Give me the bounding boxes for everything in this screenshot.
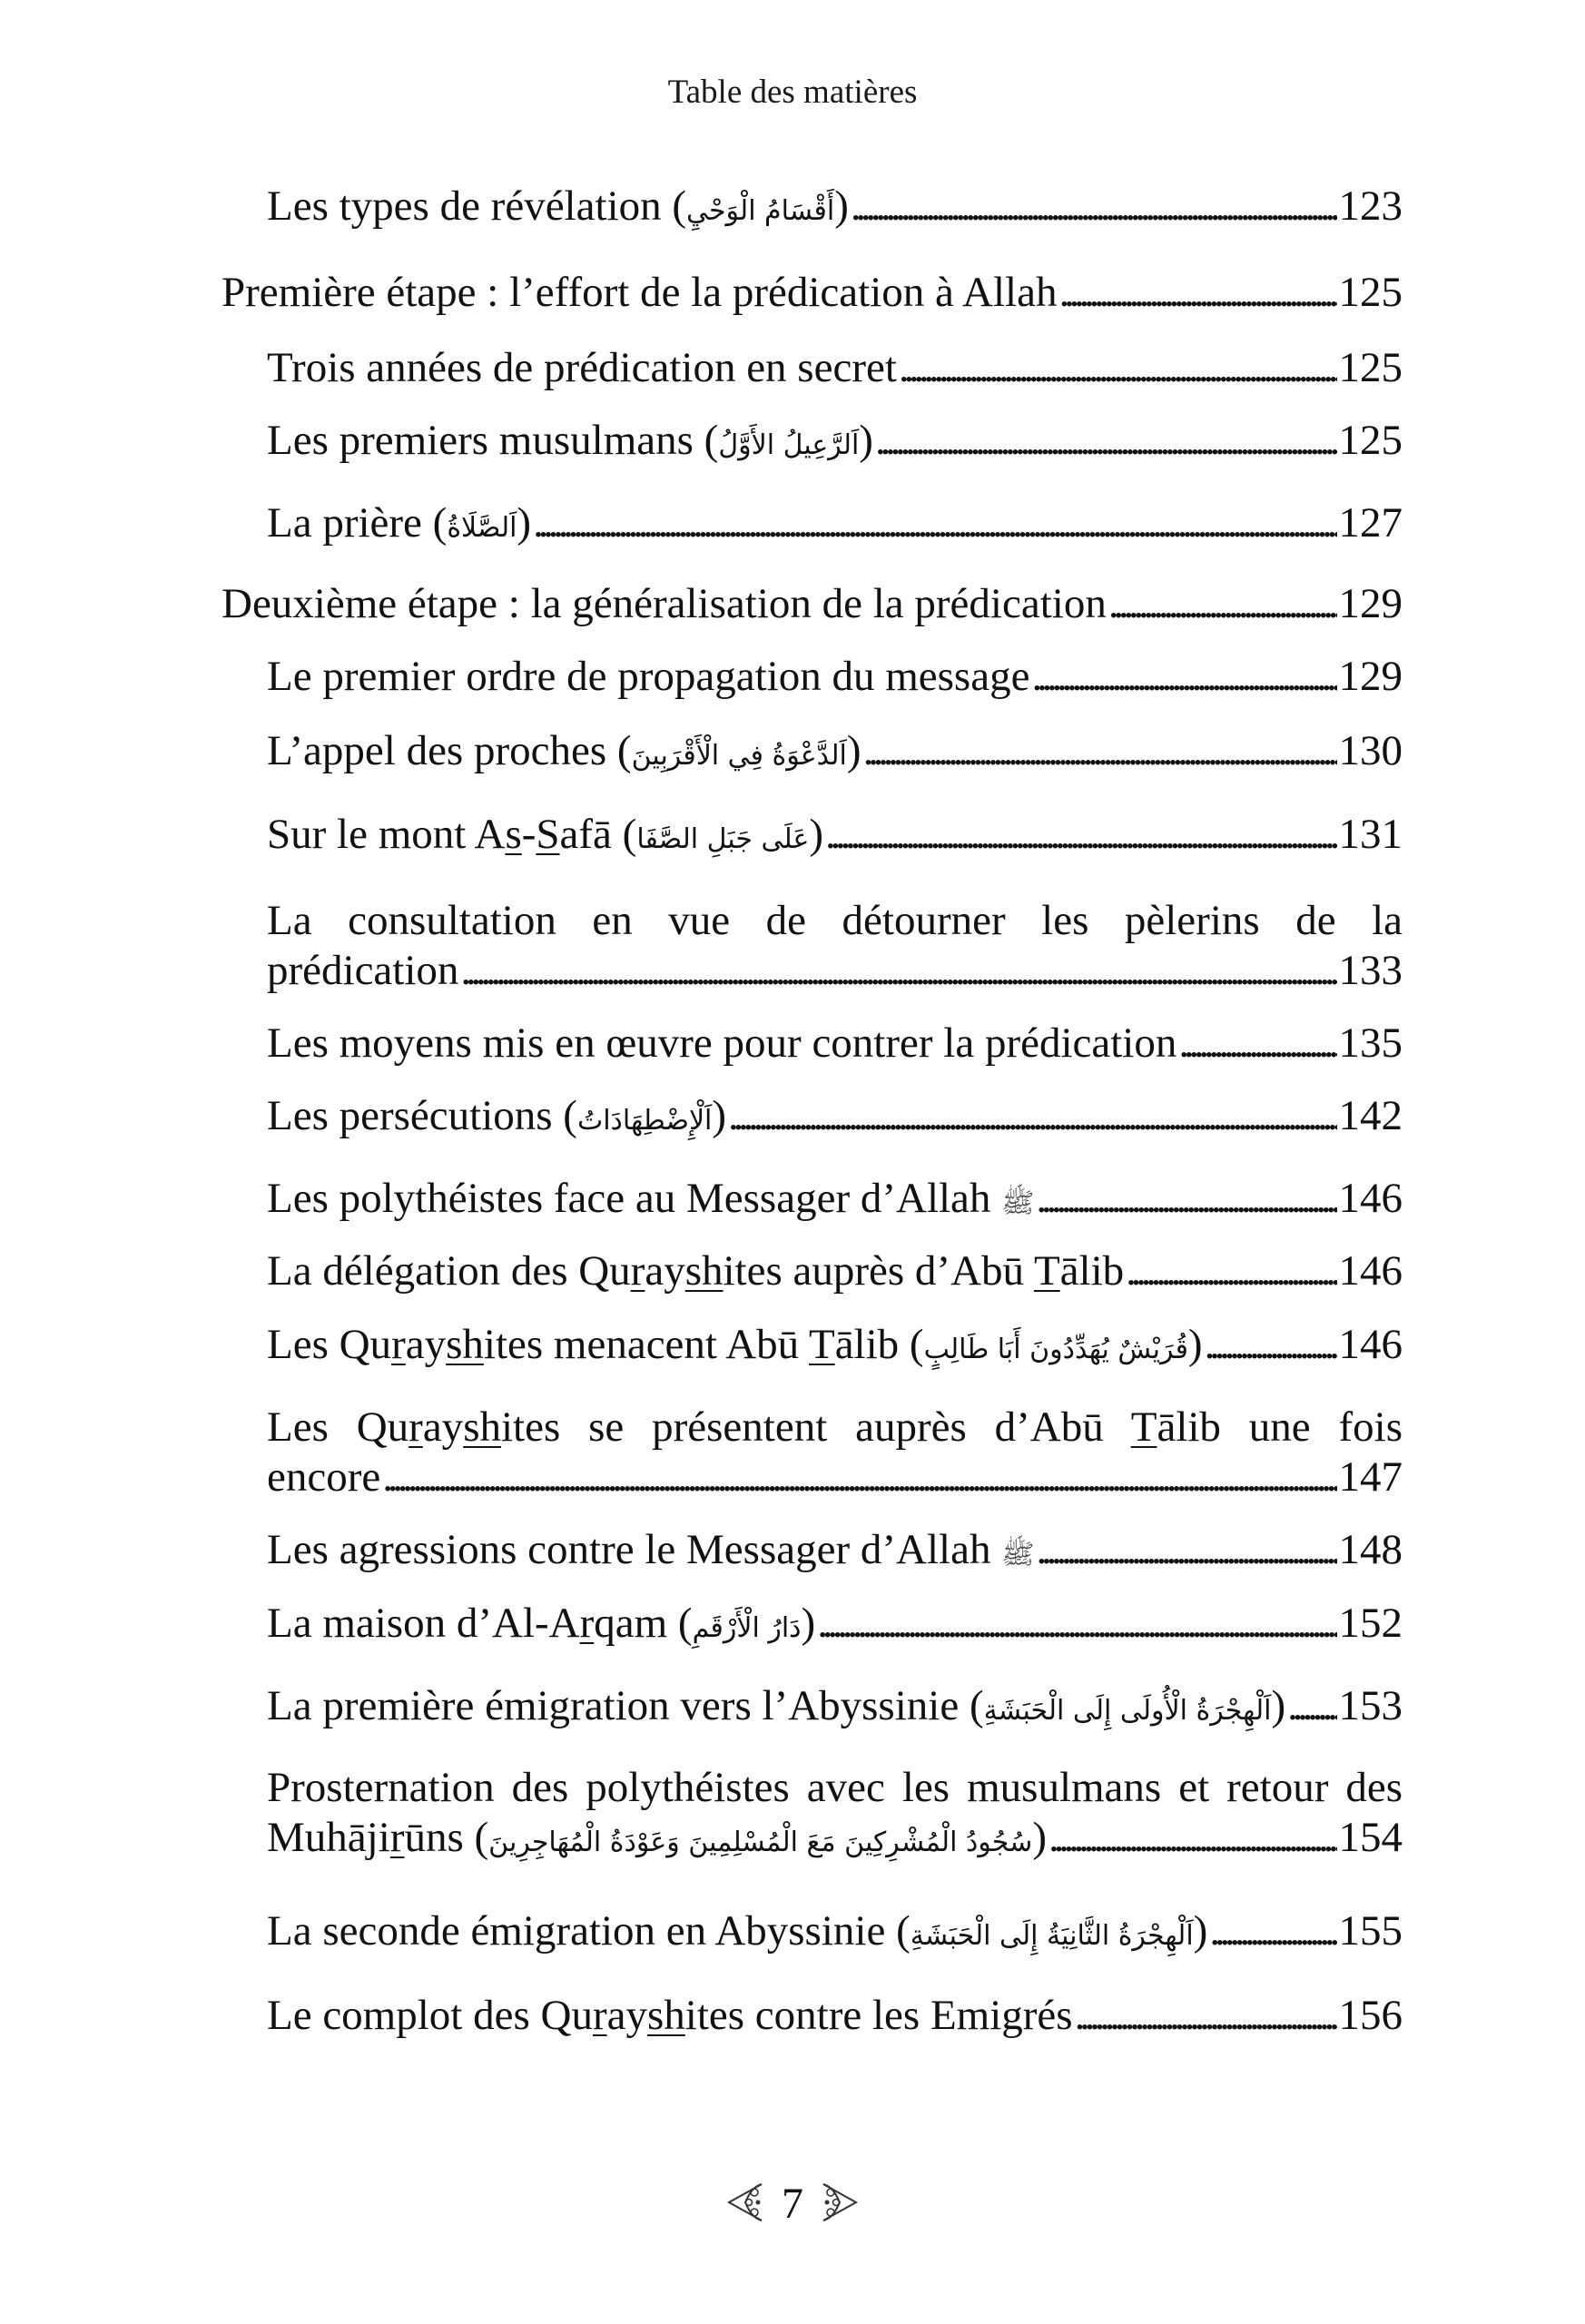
toc-page-number: 148 — [1338, 1526, 1403, 1573]
arabic-title: (سُجُودُ الْمُشْرِكِينَ مَعَ الْمُسْلِمِينَ وَعَوْدَةُ الْمُهَاجِرِينَ) — [474, 1814, 1047, 1861]
toc-page-number: 135 — [1338, 1019, 1403, 1067]
toc-entry-title: La délégation des Qurayshites auprès d’Abū Tālib — [267, 1247, 1125, 1295]
toc-entry[interactable] — [267, 652, 1403, 702]
toc-page-number: 129 — [1338, 653, 1403, 700]
dot-leader — [1036, 1525, 1336, 1575]
toc-entry-title: Les types de révélation (أَقْسَامُ الْوَحْيِ) — [267, 182, 849, 230]
toc-entry-title-line2: Muhājirūns (سُجُودُ الْمُشْرِكِينَ مَعَ الْمُسْلِمِينَ وَعَوْدَةُ الْمُهَاجِرِينَ) — [267, 1814, 1047, 1861]
page-footer — [0, 2177, 1585, 2231]
dot-leader — [875, 416, 1337, 466]
toc-entry[interactable] — [267, 726, 1403, 781]
ornament-right-icon — [820, 2181, 860, 2223]
toc-entry[interactable] — [267, 1599, 1403, 1653]
toc-page-number: 127 — [1338, 499, 1403, 547]
dot-leader — [460, 946, 1336, 996]
honorific-icon: ﷺ — [1001, 1539, 1035, 1571]
running-header: Table des matières — [667, 74, 918, 111]
toc-page-number: 154 — [1338, 1814, 1403, 1861]
toc-section-entry[interactable] — [222, 579, 1403, 629]
arabic-title: (اَلدَّعْوَةُ فِي الْأَقْرَبِينَ) — [616, 727, 861, 774]
dot-leader — [1036, 1174, 1336, 1224]
toc-entry-title: Les Qurayshites menacent Abū Tālib (قُرَيْشٌ يُهَدِّدُونَ أَبَا طَالِبٍ) — [267, 1321, 1203, 1368]
toc-entry[interactable] — [267, 1091, 1403, 1146]
dot-leader — [1048, 1813, 1337, 1863]
toc-page-number: 142 — [1338, 1092, 1403, 1139]
toc-entry-title-line2: encore — [267, 1453, 381, 1501]
dot-leader — [533, 498, 1336, 548]
toc-page-number: 125 — [1338, 417, 1403, 464]
toc-entry-title: Le premier ordre de propagation du message — [267, 653, 1030, 700]
arabic-title: (اَلْإِضْطِهَادَاتُ) — [563, 1092, 727, 1139]
toc-entry-title: Les moyens mis en œuvre pour contrer la prédication — [267, 1019, 1177, 1067]
toc-page-number: 152 — [1338, 1600, 1403, 1647]
dot-leader — [825, 810, 1336, 860]
toc-page-number: 146 — [1338, 1321, 1403, 1368]
toc-section-entry[interactable] — [222, 268, 1403, 318]
toc-entry-title: Les polythéistes face au Messager d’Allah ﷺ — [267, 1175, 1035, 1222]
toc-entry-title: Première étape : l’effort de la prédication à Allah — [222, 269, 1058, 316]
ornament-left-icon — [725, 2181, 765, 2223]
dot-leader — [899, 343, 1337, 393]
dot-leader — [817, 1599, 1336, 1649]
dot-leader — [1205, 1320, 1337, 1370]
toc-entry[interactable] — [267, 1403, 1403, 1502]
toc-entry-title: La seconde émigration en Abyssinie (اَلْهِجْرَةُ الثَّانِيَةُ إِلَى الْحَبَشَةِ) — [267, 1907, 1208, 1955]
arabic-title: (أَقْسَامُ الْوَحْيِ) — [672, 182, 849, 230]
toc-entry[interactable] — [267, 1246, 1403, 1296]
toc-entry-title-line1: La consultation en vue de détourner les pèlerins de la — [267, 897, 1403, 944]
toc-entry-title: La première émigration vers l’Abyssinie (اَلْهِجْرَةُ الْأُولَى إِلَى الْحَبَشَةِ) — [267, 1682, 1286, 1729]
page-number: 7 — [782, 2180, 803, 2228]
toc-page-number: 156 — [1338, 1992, 1403, 2039]
toc-entry-title-line2: prédication — [267, 947, 459, 994]
honorific-icon: ﷺ — [1001, 1187, 1035, 1219]
toc-page-number: 123 — [1338, 182, 1403, 230]
toc-entry[interactable] — [267, 1525, 1403, 1580]
toc-entry[interactable] — [267, 1763, 1403, 1867]
toc-page-number: 130 — [1338, 727, 1403, 774]
toc-entry-title: Les premiers musulmans (اَلرَّعِيلُ الأَوَّلُ) — [267, 417, 873, 464]
toc-entry[interactable] — [267, 1906, 1403, 1961]
toc-entry-title: La prière (اَلصَّلَاةُ) — [267, 499, 532, 547]
toc-entry-title-line1: Prosternation des polythéistes avec les musulmans et retour des — [267, 1764, 1403, 1811]
toc-entry[interactable] — [267, 343, 1403, 393]
toc-page-number: 146 — [1338, 1175, 1403, 1222]
toc-entry-title-line1: Les Qurayshites se présentent auprès d’Abū Tālib une fois — [267, 1403, 1403, 1451]
toc-entry[interactable] — [267, 1019, 1403, 1068]
toc-entry-title: La maison d’Al-Arqam (دَارُ الْأَرْقَمِ) — [267, 1600, 816, 1647]
toc-entry[interactable] — [267, 810, 1403, 864]
toc-page-number: 125 — [1338, 344, 1403, 391]
toc-entry[interactable] — [267, 896, 1403, 996]
arabic-title: (عَلَى جَبَلِ الصَّفَا) — [622, 811, 824, 858]
dot-leader — [382, 1452, 1336, 1502]
dot-leader — [863, 726, 1337, 776]
toc-entry[interactable] — [267, 1320, 1403, 1374]
toc-page-number: 133 — [1338, 947, 1403, 994]
dot-leader — [728, 1091, 1336, 1141]
toc-entry[interactable] — [267, 182, 1403, 236]
arabic-title: (اَلْهِجْرَةُ الْأُولَى إِلَى الْحَبَشَةِ) — [969, 1682, 1286, 1729]
toc-entry[interactable] — [267, 1681, 1403, 1736]
toc-entry-title: Le complot des Qurayshites contre les Emigrés — [267, 1992, 1073, 2039]
toc-page-number: 155 — [1338, 1907, 1403, 1955]
toc-page-number: 153 — [1338, 1682, 1403, 1729]
arabic-title: (اَلرَّعِيلُ الأَوَّلُ) — [704, 417, 873, 464]
toc-entry-title: Les agressions contre le Messager d’Allah ﷺ — [267, 1526, 1035, 1573]
dot-leader — [1209, 1906, 1336, 1956]
toc-page-number: 131 — [1338, 811, 1403, 858]
toc-entry[interactable] — [267, 498, 1403, 553]
dot-leader — [1108, 579, 1337, 629]
toc-entry[interactable] — [267, 1174, 1403, 1228]
dot-leader — [1287, 1681, 1336, 1731]
dot-leader — [851, 182, 1337, 231]
toc-entry-title: Trois années de prédication en secret — [267, 344, 897, 391]
arabic-title: (اَلْهِجْرَةُ الثَّانِيَةُ إِلَى الْحَبَشَةِ) — [896, 1907, 1208, 1955]
toc-entry[interactable] — [267, 416, 1403, 470]
toc-entry[interactable] — [267, 1991, 1403, 2041]
dot-leader — [1031, 652, 1336, 702]
arabic-title: (قُرَيْشٌ يُهَدِّدُونَ أَبَا طَالِبٍ) — [909, 1321, 1203, 1368]
toc-page-number: 146 — [1338, 1247, 1403, 1295]
toc-entry-title: Deuxième étape : la généralisation de la prédication — [222, 580, 1107, 627]
dot-leader — [1178, 1019, 1336, 1068]
toc-entry-title: L’appel des proches (اَلدَّعْوَةُ فِي الْأَقْرَبِينَ) — [267, 727, 861, 774]
toc-entry-title: Les persécutions (اَلْإِضْطِهَادَاتُ) — [267, 1092, 727, 1139]
toc-entry-title: Sur le mont As-Safā (عَلَى جَبَلِ الصَّفَا) — [267, 811, 824, 858]
toc-page-number: 147 — [1338, 1453, 1403, 1501]
dot-leader — [1126, 1246, 1336, 1296]
arabic-title: (دَارُ الْأَرْقَمِ) — [677, 1600, 816, 1647]
toc-page-number: 125 — [1338, 269, 1403, 316]
dot-leader — [1075, 1991, 1337, 2041]
toc-page-number: 129 — [1338, 580, 1403, 627]
dot-leader — [1058, 268, 1336, 318]
arabic-title: (اَلصَّلَاةُ) — [432, 499, 532, 547]
